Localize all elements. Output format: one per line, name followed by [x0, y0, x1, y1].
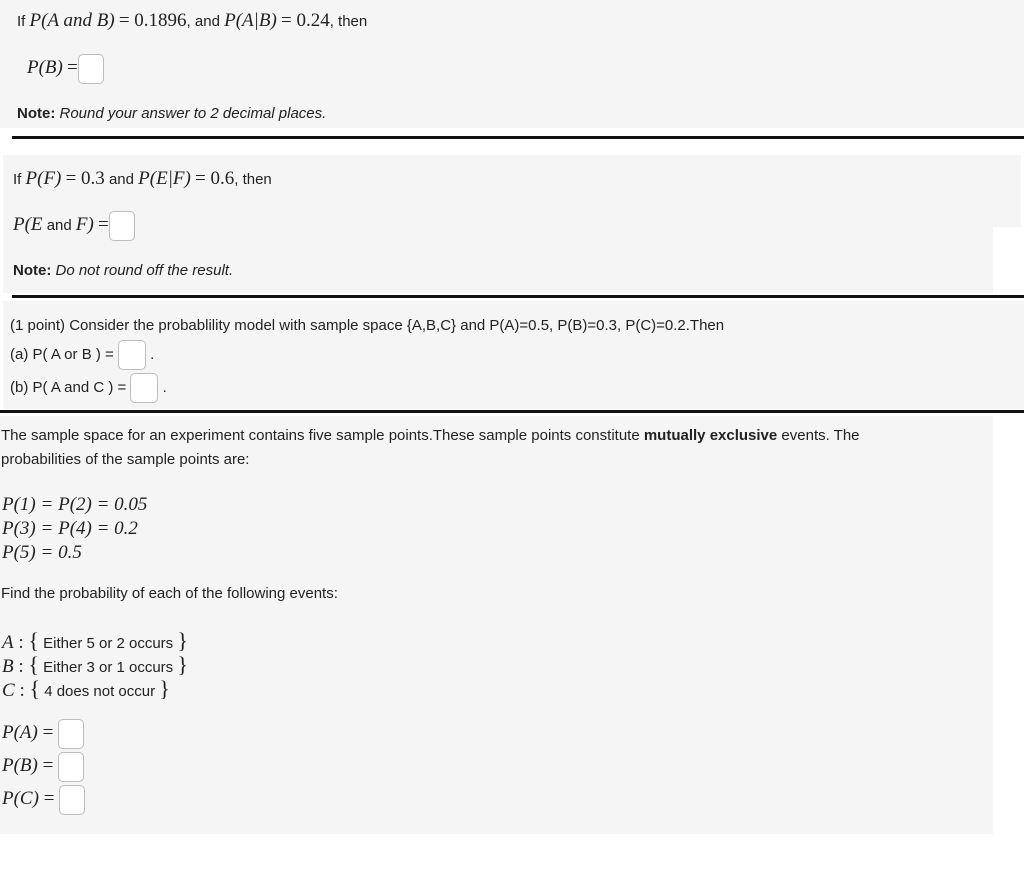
event-c: C : { 4 does not occur }: [2, 676, 170, 701]
p-a-and-b-lhs: P(A and B): [29, 10, 115, 31]
p-c-answer-input[interactable]: [59, 785, 85, 815]
question-2-note: Note: Do not round off the result.: [13, 262, 234, 279]
answer-row-p-a: P(A) =: [2, 719, 84, 749]
question-2-panel: [3, 155, 1021, 227]
answer-row-p-c: P(C) =: [2, 785, 85, 815]
prob-line-1: P(1) = P(2) = 0.05: [2, 494, 148, 515]
question-2-panel-lower: [3, 227, 993, 293]
question-2-statement: If P(F) = 0.3 and P(E|F) = 0.6, then: [13, 168, 272, 189]
p-a-or-b-answer-input[interactable]: [118, 340, 146, 370]
p-b-answer-input[interactable]: [78, 54, 104, 84]
divider-1: [12, 136, 1024, 139]
find-instruction: Find the probability of each of the following events:: [1, 585, 338, 602]
p-a-given-b-lhs: P(A|B): [224, 10, 277, 31]
p-a-and-c-answer-input[interactable]: [130, 373, 158, 403]
question-4-panel: [0, 416, 993, 834]
p-e-given-f-lhs: P(E|F): [138, 168, 191, 189]
question-1-statement: If P(A and B) = 0.1896, and P(A|B) = 0.24, then: [17, 10, 368, 31]
question-3-statement: (1 point) Consider the probablility model with sample space {A,B,C} and P(A)=0.5, P(B)=0.3, P(C)=0.2.Then: [10, 317, 725, 334]
event-b: B : { Either 3 or 1 occurs }: [2, 652, 188, 677]
p-a-and-b-value: 0.1896: [134, 10, 187, 31]
p-e-and-f-answer-input[interactable]: [109, 211, 135, 241]
question-4-intro-line2: probabilities of the sample points are:: [1, 451, 250, 468]
question-2-answer-row: P(E and F) =: [13, 211, 135, 241]
question-1-answer-row: P(B) =: [27, 54, 104, 84]
divider-2: [12, 295, 1024, 298]
p-e-given-f-value: 0.6: [210, 168, 235, 189]
question-3b-row: (b) P( A and C ) = .: [10, 373, 167, 403]
event-a: A : { Either 5 or 2 occurs }: [2, 628, 188, 653]
p-f-lhs: P(F): [25, 168, 62, 189]
question-4-intro-line1: The sample space for an experiment contains five sample points.These sample points constitute mutually exclusive events. The: [1, 427, 860, 444]
prob-line-3: P(5) = 0.5: [2, 542, 82, 563]
p-a-answer-input[interactable]: [58, 719, 84, 749]
question-3a-row: (a) P( A or B ) = .: [10, 340, 154, 370]
p-b-label: P(B): [27, 56, 63, 78]
prob-line-2: P(3) = P(4) = 0.2: [2, 518, 138, 539]
answer-row-p-b: P(B) =: [2, 752, 84, 782]
divider-3: [0, 410, 1024, 413]
p-a-given-b-value: 0.24: [296, 10, 330, 31]
question-1-note: Note: Round your answer to 2 decimal places.: [17, 105, 327, 122]
p-b-event-answer-input[interactable]: [58, 752, 84, 782]
p-f-value: 0.3: [81, 168, 105, 189]
